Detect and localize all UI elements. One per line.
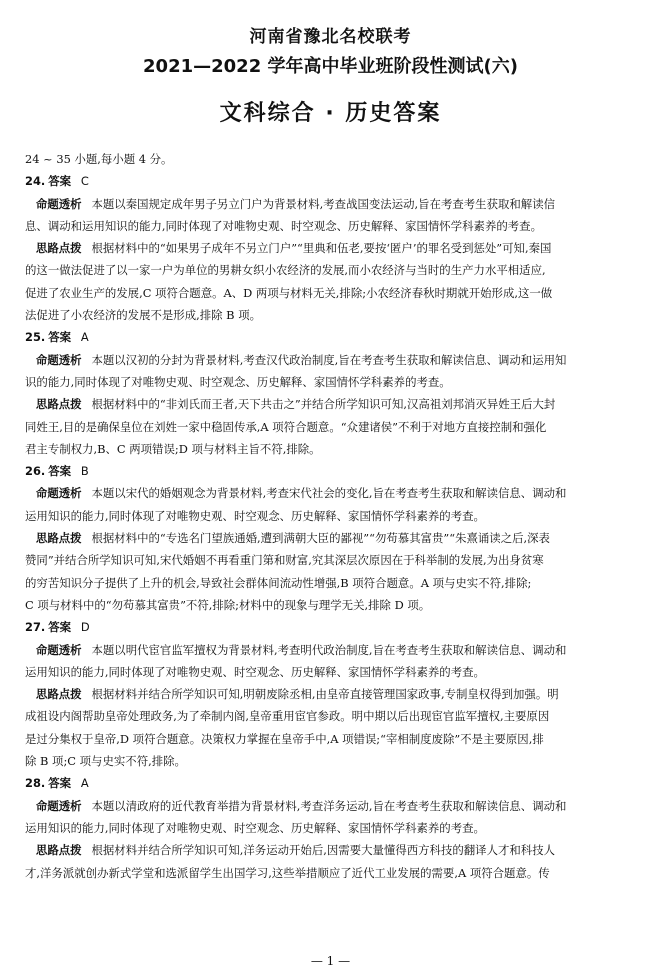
question-answer-line: [25, 170, 640, 192]
analysis-line: [25, 349, 640, 371]
section-intro: 24 ~ 35 小题,每小题 4 分。: [25, 152, 173, 166]
hint-text: 根据材料并结合所学知识可知,明朝废除丞相,由皇帝直接管理国家政事,专制皇权得到加强。明: [91, 687, 559, 702]
answer-choice: A: [80, 330, 89, 345]
question-answer-line: [25, 326, 640, 348]
hint-text: 的这一做法促进了以一家一户为单位的男耕女织小农经济的发展,而小农经济与当时的生产力水平相适应,: [25, 263, 546, 278]
analysis-line: [25, 215, 640, 237]
question-number: 24.: [25, 174, 46, 189]
hint-text: 根据材料中的“专选名门望族通婚,遭到满朝大臣的鄙视”“勿苟慕其富贵”“朱熹诵读之后,深表: [91, 531, 550, 546]
hint-text: 才,洋务派就创办新式学堂和选派留学生出国学习,这些举措顺应了近代工业发展的需要,A 项符合题意。传: [25, 865, 550, 880]
answer-body: [25, 148, 645, 884]
question-number: 28.: [25, 776, 46, 791]
hint-label: 思路点拨: [35, 531, 82, 546]
hint-text: C 项与材料中的“勿苟慕其富贵”不符,排除;材料中的现象与理学无关,排除 D 项。: [25, 597, 431, 612]
hint-line: [25, 683, 640, 705]
hint-text: 法促进了小农经济的发展不是形成,排除 B 项。: [25, 308, 262, 323]
hint-text: 君主专制权力,B、C 两项错误;D 项与材料主旨不符,排除。: [25, 441, 321, 456]
answer-choice: D: [80, 620, 90, 635]
hint-line: [25, 839, 640, 861]
hint-line: [25, 237, 640, 259]
hint-line: [25, 750, 640, 772]
analysis-line: [25, 482, 640, 504]
answer-label: 答案: [48, 776, 72, 791]
hint-text: 是过分集权于皇帝,D 项符合题意。决策权力掌握在皇帝手中,A 项错误;“宰相制度废除”不是主要原因,排: [25, 731, 544, 746]
answer-label: 答案: [48, 620, 72, 635]
hint-text: 成祖设内阁帮助皇帝处理政务,为了牵制内阁,皇帝重用宦官参政。明中期以后出现宦官监军擅权,主要原因: [25, 709, 550, 724]
subject-title: 文科综合 · 历史答案: [219, 101, 442, 126]
analysis-text: 本题以明代宦官监军擅权为背景材料,考查明代政治制度,旨在考查考生获取和解读信息、调动和: [91, 642, 567, 657]
hint-text: 除 B 项;C 项与史实不符,排除。: [25, 754, 186, 769]
analysis-text: 息、调动和运用知识的能力,同时体现了对唯物史观、时空观念、历史解释、家国情怀学科素养的考查。: [25, 218, 542, 233]
hint-line: [25, 549, 640, 571]
analysis-line: [25, 193, 640, 215]
hint-line: [25, 728, 640, 750]
analysis-text: 本题以汉初的分封为背景材料,考查汉代政治制度,旨在考查考生获取和解读信息、调动和运用知: [91, 352, 567, 367]
page-number: — 1 —: [310, 954, 351, 968]
analysis-line: [25, 505, 640, 527]
hint-text: 同姓王,目的是确保皇位在刘姓一家中稳固传承,A 项符合题意。“众建诸侯”不利于对地方直接控制和强化: [25, 419, 547, 434]
hint-line: [25, 393, 640, 415]
exam-name-title: 2021—2022 学年高中毕业班阶段性测试(六): [143, 56, 518, 77]
hint-text: 根据材料中的“如果男子成年不另立门户”“里典和伍老,要按‘匿户’的罪名受到惩处”可知,秦国: [91, 241, 552, 256]
analysis-label: 命题透析: [35, 196, 82, 211]
hint-text: 赞同”并结合所学知识可知,宋代婚姻不再看重门第和财富,究其深层次原因在于科举制的发展,为出身贫寒: [25, 553, 544, 568]
hint-text: 的穷苦知识分子提供了上升的机会,导致社会群体间流动性增强,B 项符合题意。A 项与史实不符,排除;: [25, 575, 532, 590]
answer-choice: B: [80, 464, 89, 479]
answer-label: 答案: [48, 464, 72, 479]
hint-text: 促进了农业生产的发展,C 项符合题意。A、D 两项与材料无关,排除;小农经济春秋时期就开始形成,这一做: [25, 285, 553, 300]
analysis-line: [25, 795, 640, 817]
hint-line: [25, 259, 640, 281]
answer-label: 答案: [48, 174, 72, 189]
hint-line: [25, 416, 640, 438]
hint-text: 根据材料中的“非刘氏而王者,天下共击之”并结合所学知识可知,汉高祖刘邦消灭异姓王后大封: [91, 397, 556, 412]
hint-line: [25, 527, 640, 549]
hint-label: 思路点拨: [35, 397, 82, 412]
question-answer-line: [25, 460, 640, 482]
analysis-label: 命题透析: [35, 798, 82, 813]
hint-label: 思路点拨: [35, 241, 82, 256]
answer-choice: A: [80, 776, 89, 791]
hint-line: [25, 438, 640, 460]
analysis-text: 运用知识的能力,同时体现了对唯物史观、时空观念、历史解释、家国情怀学科素养的考查。: [25, 820, 485, 835]
question-answer-line: [25, 772, 640, 794]
question-number: 27.: [25, 620, 46, 635]
answer-choice: C: [80, 174, 89, 189]
hint-line: [25, 572, 640, 594]
hint-line: [25, 282, 640, 304]
hint-text: 根据材料并结合所学知识可知,洋务运动开始后,因需要大量懂得西方科技的翻译人才和科技人: [91, 843, 556, 858]
hint-line: [25, 705, 640, 727]
hint-line: [25, 304, 640, 326]
hint-label: 思路点拨: [35, 687, 82, 702]
hint-label: 思路点拨: [35, 843, 82, 858]
question-answer-line: [25, 616, 640, 638]
exam-organizer-title: 河南省豫北名校联考: [249, 27, 412, 47]
analysis-label: 命题透析: [35, 642, 82, 657]
analysis-line: [25, 661, 640, 683]
analysis-line: [25, 639, 640, 661]
analysis-label: 命题透析: [35, 352, 82, 367]
analysis-text: 本题以清政府的近代教育举措为背景材料,考查洋务运动,旨在考查考生获取和解读信息、调动和: [91, 798, 567, 813]
analysis-text: 运用知识的能力,同时体现了对唯物史观、时空观念、历史解释、家国情怀学科素养的考查。: [25, 664, 485, 679]
analysis-text: 本题以秦国规定成年男子另立门户为背景材料,考查战国变法运动,旨在考查考生获取和解读信: [91, 196, 556, 211]
hint-line: [25, 862, 640, 884]
question-number: 26.: [25, 464, 46, 479]
hint-line: [25, 594, 640, 616]
analysis-line: [25, 371, 640, 393]
analysis-text: 识的能力,同时体现了对唯物史观、时空观念、历史解释、家国情怀学科素养的考查。: [25, 374, 451, 389]
analysis-label: 命题透析: [35, 486, 82, 501]
analysis-text: 本题以宋代的婚姻观念为背景材料,考查宋代社会的变化,旨在考查考生获取和解读信息、调动和: [91, 486, 567, 501]
question-number: 25.: [25, 330, 46, 345]
answer-label: 答案: [48, 330, 72, 345]
analysis-line: [25, 817, 640, 839]
analysis-text: 运用知识的能力,同时体现了对唯物史观、时空观念、历史解释、家国情怀学科素养的考查。: [25, 508, 485, 523]
